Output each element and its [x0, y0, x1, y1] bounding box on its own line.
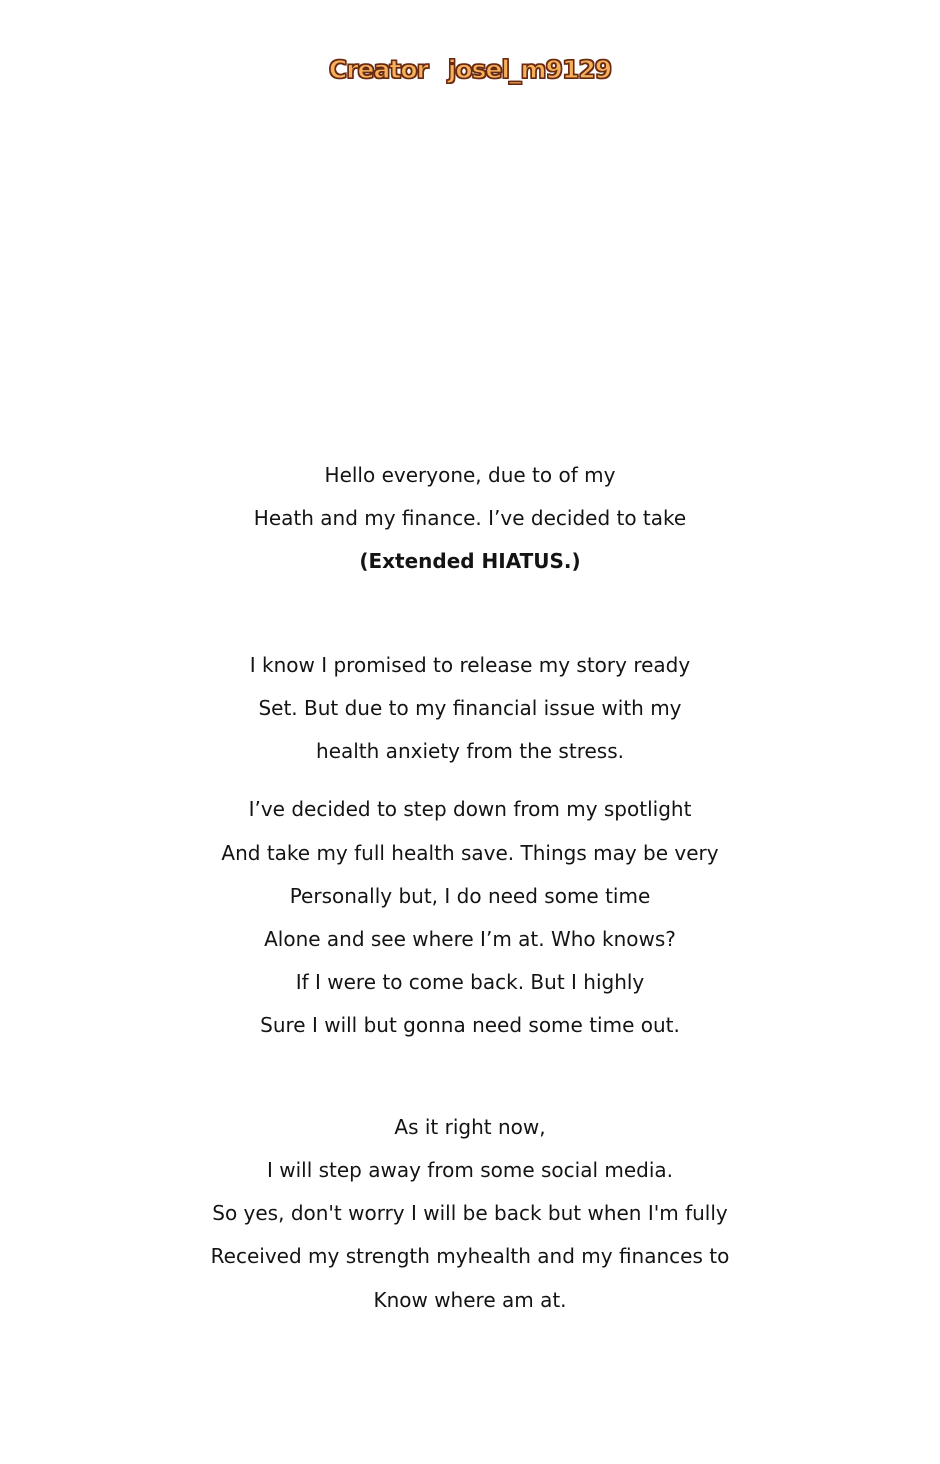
paragraph4-line-3: So yes, don't worry I will be back but when I'm fully: [212, 1201, 728, 1225]
paragraph4-line-1: As it right now,: [394, 1115, 546, 1139]
paragraph3-line-4: Alone and see where I’m at. Who knows?: [264, 927, 676, 951]
creator-handle: josel_m9129: [447, 55, 612, 84]
creator-credit: [0, 55, 940, 84]
hiatus-heading: (Extended HIATUS.): [359, 549, 581, 573]
paragraph2-line-3: health anxiety from the stress.: [316, 739, 624, 763]
paragraph4-line-5: Know where am at.: [373, 1288, 567, 1312]
paragraph4-line-2: I will step away from some social media.: [266, 1158, 674, 1182]
paragraph3-line-3: Personally but, I do need some time: [289, 884, 651, 908]
paragraph3-line-2: And take my full health save. Things may be very: [221, 841, 719, 865]
intro-line-2: Heath and my finance. I’ve decided to take: [253, 506, 687, 530]
paragraph2-line-2: Set. But due to my financial issue with my: [258, 696, 682, 720]
paragraph3-line-1: I’ve decided to step down from my spotlight: [248, 797, 692, 821]
creator-label: Creator: [328, 55, 428, 84]
paragraph4-line-4: Received my strength myhealth and my finances to: [210, 1244, 730, 1268]
paragraph3-line-6: Sure I will but gonna need some time out.: [260, 1013, 680, 1037]
paragraph3-line-5: If I were to come back. But I highly: [295, 970, 645, 994]
intro-line-1: Hello everyone, due to of my: [324, 463, 616, 487]
paragraph2-line-1: I know I promised to release my story ready: [249, 653, 691, 677]
